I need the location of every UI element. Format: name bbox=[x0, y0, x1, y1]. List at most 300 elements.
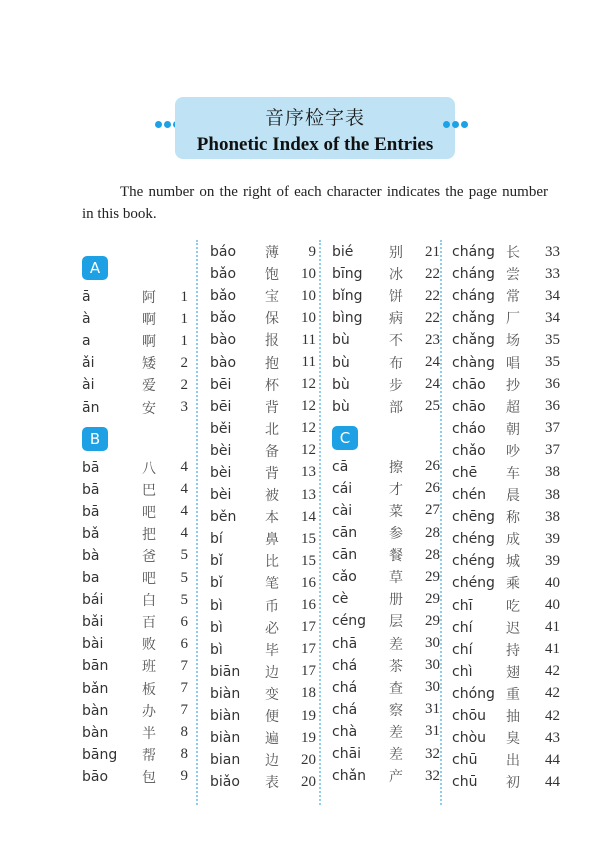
entry-character: 吧 bbox=[142, 571, 156, 588]
entry-page-number: 22 bbox=[425, 287, 440, 304]
entry-pinyin: chē bbox=[452, 464, 478, 481]
entry-page-number: 27 bbox=[425, 502, 440, 519]
entry-page-number: 24 bbox=[425, 376, 440, 393]
entry-pinyin: bǎo bbox=[210, 288, 237, 305]
entry-character: 饼 bbox=[389, 289, 403, 306]
entry-page-number: 19 bbox=[301, 707, 316, 724]
entry-character: 冰 bbox=[389, 267, 403, 284]
entry-character: 八 bbox=[142, 460, 156, 477]
entry-pinyin: bèi bbox=[210, 464, 232, 481]
index-entry bbox=[332, 610, 440, 632]
entry-page-number: 7 bbox=[180, 702, 188, 719]
entry-character: 饱 bbox=[265, 267, 279, 284]
index-entry bbox=[452, 661, 560, 683]
index-entry bbox=[332, 374, 440, 396]
entry-pinyin: chǎn bbox=[332, 768, 367, 785]
entry-pinyin: cháng bbox=[452, 266, 495, 283]
entry-pinyin: biàn bbox=[210, 730, 241, 747]
entry-character: 别 bbox=[389, 245, 403, 262]
entry-page-number: 42 bbox=[545, 685, 560, 702]
index-entry bbox=[452, 307, 560, 329]
entry-character: 杯 bbox=[265, 377, 279, 394]
entry-pinyin: à bbox=[82, 311, 91, 328]
index-entry bbox=[82, 479, 188, 501]
entry-page-number: 39 bbox=[545, 552, 560, 569]
entry-page-number: 41 bbox=[545, 641, 560, 658]
index-entry bbox=[332, 241, 440, 263]
index-entry bbox=[210, 285, 316, 307]
entry-pinyin: cān bbox=[332, 547, 358, 564]
column-divider bbox=[196, 240, 198, 805]
entry-pinyin: cháo bbox=[452, 420, 486, 437]
index-entry bbox=[452, 705, 560, 727]
index-entry bbox=[452, 572, 560, 594]
entry-character: 差 bbox=[389, 636, 403, 653]
entry-page-number: 4 bbox=[180, 459, 188, 476]
entry-character: 抱 bbox=[265, 355, 279, 372]
column-divider bbox=[319, 240, 321, 805]
entry-character: 迟 bbox=[506, 620, 520, 637]
index-entry bbox=[452, 440, 560, 462]
entry-page-number: 1 bbox=[180, 332, 188, 349]
entry-character: 包 bbox=[142, 769, 156, 786]
entry-pinyin: bāng bbox=[82, 746, 118, 763]
entry-pinyin: chǎng bbox=[452, 332, 495, 349]
entry-pinyin: cè bbox=[332, 591, 349, 608]
index-entry bbox=[82, 700, 188, 722]
entry-character: 啊 bbox=[142, 334, 156, 351]
entry-character: 本 bbox=[265, 510, 279, 527]
entry-character: 背 bbox=[265, 465, 279, 482]
column-divider bbox=[440, 240, 442, 805]
entry-pinyin: biàn bbox=[210, 685, 241, 702]
entry-character: 百 bbox=[142, 615, 156, 632]
entry-pinyin: chí bbox=[452, 619, 473, 636]
entry-character: 察 bbox=[389, 702, 403, 719]
index-entry bbox=[332, 566, 440, 588]
entry-page-number: 1 bbox=[180, 310, 188, 327]
index-entry bbox=[452, 351, 560, 373]
entry-character: 唱 bbox=[506, 355, 520, 372]
entry-page-number: 7 bbox=[180, 657, 188, 674]
entry-pinyin: bèi bbox=[210, 487, 232, 504]
index-entry bbox=[82, 589, 188, 611]
entry-pinyin: céng bbox=[332, 613, 367, 630]
entry-pinyin: chóng bbox=[452, 685, 495, 702]
entry-character: 鼻 bbox=[265, 532, 279, 549]
entry-page-number: 36 bbox=[545, 398, 560, 415]
entry-pinyin: bǐ bbox=[210, 553, 223, 570]
entry-page-number: 5 bbox=[180, 569, 188, 586]
entry-page-number: 34 bbox=[545, 309, 560, 326]
index-entry bbox=[452, 550, 560, 572]
index-entry bbox=[332, 329, 440, 351]
index-entry bbox=[82, 330, 188, 352]
entry-character: 败 bbox=[142, 637, 156, 654]
dot-icon bbox=[461, 121, 468, 128]
entry-page-number: 42 bbox=[545, 707, 560, 724]
entry-pinyin: bǎo bbox=[210, 266, 237, 283]
index-entry bbox=[332, 699, 440, 721]
entry-pinyin: chéng bbox=[452, 553, 495, 570]
entry-character: 持 bbox=[506, 642, 520, 659]
entry-page-number: 10 bbox=[301, 309, 316, 326]
index-entry bbox=[210, 418, 316, 440]
entry-pinyin: bǎn bbox=[82, 680, 109, 697]
entry-page-number: 35 bbox=[545, 331, 560, 348]
entry-page-number: 4 bbox=[180, 503, 188, 520]
entry-pinyin: cháng bbox=[452, 288, 495, 305]
entry-page-number: 22 bbox=[425, 265, 440, 282]
entry-page-number: 4 bbox=[180, 525, 188, 542]
entry-character: 朝 bbox=[506, 421, 520, 438]
entry-character: 毕 bbox=[265, 642, 279, 659]
entry-character: 餐 bbox=[389, 548, 403, 565]
entry-page-number: 37 bbox=[545, 442, 560, 459]
entry-pinyin: bàn bbox=[82, 702, 109, 719]
entry-pinyin: biǎo bbox=[210, 774, 240, 791]
entry-page-number: 39 bbox=[545, 530, 560, 547]
entry-page-number: 6 bbox=[180, 613, 188, 630]
entry-pinyin: bǎo bbox=[210, 310, 237, 327]
entry-pinyin: chāo bbox=[452, 398, 486, 415]
entry-pinyin: ā bbox=[82, 289, 91, 306]
index-entry bbox=[452, 329, 560, 351]
dot-icon bbox=[443, 121, 450, 128]
index-entry bbox=[332, 721, 440, 743]
entry-pinyin: chéng bbox=[452, 575, 495, 592]
entry-page-number: 26 bbox=[425, 458, 440, 475]
entry-page-number: 44 bbox=[545, 751, 560, 768]
entry-page-number: 14 bbox=[301, 508, 316, 525]
index-entry bbox=[452, 727, 560, 749]
index-entry bbox=[452, 749, 560, 771]
title-banner bbox=[175, 97, 455, 159]
entry-character: 差 bbox=[389, 747, 403, 764]
entry-page-number: 3 bbox=[180, 399, 188, 416]
section-letter-badge: C bbox=[332, 426, 358, 450]
entry-character: 场 bbox=[506, 333, 520, 350]
index-column-4 bbox=[452, 241, 560, 793]
entry-character: 北 bbox=[265, 421, 279, 438]
entry-pinyin: ǎi bbox=[82, 355, 95, 372]
entry-pinyin: bā bbox=[82, 481, 100, 498]
entry-page-number: 20 bbox=[301, 773, 316, 790]
index-entry bbox=[82, 523, 188, 545]
entry-pinyin: cǎo bbox=[332, 569, 357, 586]
index-entry bbox=[82, 352, 188, 374]
entry-pinyin: chū bbox=[452, 774, 478, 791]
entry-pinyin: cān bbox=[332, 525, 358, 542]
entry-pinyin: chā bbox=[332, 635, 358, 652]
entry-character: 翅 bbox=[506, 664, 520, 681]
entry-character: 边 bbox=[265, 664, 279, 681]
entry-character: 擦 bbox=[389, 459, 403, 476]
entry-character: 背 bbox=[265, 399, 279, 416]
entry-page-number: 15 bbox=[301, 552, 316, 569]
entry-page-number: 32 bbox=[425, 745, 440, 762]
entry-pinyin: bào bbox=[210, 332, 237, 349]
entry-pinyin: bù bbox=[332, 398, 350, 415]
entry-pinyin: bì bbox=[210, 619, 223, 636]
entry-page-number: 44 bbox=[545, 773, 560, 790]
entry-character: 称 bbox=[506, 510, 520, 527]
entry-page-number: 36 bbox=[545, 376, 560, 393]
index-entry bbox=[82, 457, 188, 479]
entry-character: 半 bbox=[142, 725, 156, 742]
entry-pinyin: chū bbox=[452, 752, 478, 769]
entry-page-number: 30 bbox=[425, 679, 440, 696]
entry-character: 超 bbox=[506, 399, 520, 416]
entry-pinyin: chà bbox=[332, 723, 358, 740]
index-entry bbox=[210, 683, 316, 705]
entry-pinyin: ba bbox=[82, 570, 100, 587]
entry-character: 阿 bbox=[142, 290, 156, 307]
entry-page-number: 8 bbox=[180, 724, 188, 741]
index-entry bbox=[452, 285, 560, 307]
entry-pinyin: cháng bbox=[452, 244, 495, 261]
index-entry bbox=[210, 440, 316, 462]
entry-pinyin: bù bbox=[332, 376, 350, 393]
index-entry bbox=[82, 766, 188, 788]
entry-character: 备 bbox=[265, 443, 279, 460]
entry-character: 帮 bbox=[142, 747, 156, 764]
index-entry bbox=[82, 374, 188, 396]
index-entry bbox=[332, 263, 440, 285]
entry-pinyin: bù bbox=[332, 332, 350, 349]
index-entry bbox=[332, 588, 440, 610]
entry-page-number: 13 bbox=[301, 486, 316, 503]
entry-character: 才 bbox=[389, 481, 403, 498]
entry-pinyin: chēng bbox=[452, 509, 495, 526]
index-entry bbox=[332, 396, 440, 418]
entry-pinyin: ài bbox=[82, 377, 95, 394]
entry-page-number: 42 bbox=[545, 663, 560, 680]
index-entry bbox=[210, 263, 316, 285]
entry-page-number: 31 bbox=[425, 701, 440, 718]
index-entry bbox=[210, 528, 316, 550]
entry-character: 比 bbox=[265, 554, 279, 571]
entry-pinyin: bā bbox=[82, 503, 100, 520]
entry-page-number: 37 bbox=[545, 420, 560, 437]
entry-character: 臭 bbox=[506, 731, 520, 748]
entry-page-number: 12 bbox=[301, 442, 316, 459]
entry-pinyin: běn bbox=[210, 509, 237, 526]
entry-character: 必 bbox=[265, 620, 279, 637]
entry-pinyin: bīng bbox=[332, 266, 363, 283]
intro-paragraph: The number on the right of each character indicates the page number in this book. bbox=[82, 184, 548, 222]
index-entry bbox=[82, 545, 188, 567]
entry-page-number: 21 bbox=[425, 243, 440, 260]
entry-pinyin: bì bbox=[210, 597, 223, 614]
entry-page-number: 29 bbox=[425, 568, 440, 585]
entry-pinyin: cā bbox=[332, 458, 349, 475]
entry-pinyin: chì bbox=[452, 663, 473, 680]
entry-character: 乘 bbox=[506, 576, 520, 593]
entry-character: 厂 bbox=[506, 311, 520, 328]
index-entry bbox=[210, 351, 316, 373]
entry-character: 菜 bbox=[389, 503, 403, 520]
entry-page-number: 9 bbox=[180, 768, 188, 785]
entry-page-number: 17 bbox=[301, 663, 316, 680]
entry-page-number: 33 bbox=[545, 265, 560, 282]
entry-page-number: 7 bbox=[180, 680, 188, 697]
entry-page-number: 10 bbox=[301, 287, 316, 304]
index-entry bbox=[210, 749, 316, 771]
entry-character: 病 bbox=[389, 311, 403, 328]
entry-page-number: 17 bbox=[301, 641, 316, 658]
entry-character: 初 bbox=[506, 775, 520, 792]
entry-pinyin: bā bbox=[82, 459, 100, 476]
entry-pinyin: bān bbox=[82, 658, 109, 675]
entry-pinyin: bà bbox=[82, 547, 100, 564]
entry-character: 白 bbox=[142, 593, 156, 610]
index-entry bbox=[210, 661, 316, 683]
entry-pinyin: chòu bbox=[452, 730, 487, 747]
entry-character: 吧 bbox=[142, 504, 156, 521]
entry-page-number: 30 bbox=[425, 635, 440, 652]
entry-pinyin: cái bbox=[332, 480, 353, 497]
dot-icon bbox=[164, 121, 171, 128]
entry-page-number: 30 bbox=[425, 657, 440, 674]
entry-page-number: 28 bbox=[425, 546, 440, 563]
entry-pinyin: chá bbox=[332, 701, 358, 718]
entry-page-number: 12 bbox=[301, 420, 316, 437]
entry-character: 吃 bbox=[506, 598, 520, 615]
entry-character: 出 bbox=[506, 753, 520, 770]
dot-icon bbox=[452, 121, 459, 128]
entry-character: 步 bbox=[389, 377, 403, 394]
entry-character: 啊 bbox=[142, 312, 156, 329]
index-entry bbox=[332, 765, 440, 787]
index-entry bbox=[210, 572, 316, 594]
entry-character: 茶 bbox=[389, 658, 403, 675]
entry-character: 矮 bbox=[142, 356, 156, 373]
entry-pinyin: chàng bbox=[452, 354, 495, 371]
index-entry bbox=[82, 744, 188, 766]
entry-character: 把 bbox=[142, 526, 156, 543]
index-entry bbox=[210, 727, 316, 749]
section-letter-badge: A bbox=[82, 256, 108, 280]
entry-character: 爸 bbox=[142, 548, 156, 565]
index-column-1 bbox=[82, 256, 188, 788]
entry-page-number: 24 bbox=[425, 354, 440, 371]
index-entry bbox=[332, 307, 440, 329]
entry-page-number: 15 bbox=[301, 530, 316, 547]
index-entry bbox=[332, 478, 440, 500]
entry-character: 城 bbox=[506, 554, 520, 571]
entry-character: 成 bbox=[506, 532, 520, 549]
entry-page-number: 23 bbox=[425, 331, 440, 348]
index-entry bbox=[210, 771, 316, 793]
entry-page-number: 4 bbox=[180, 481, 188, 498]
entry-page-number: 40 bbox=[545, 597, 560, 614]
index-entry bbox=[82, 655, 188, 677]
entry-pinyin: chá bbox=[332, 657, 358, 674]
entry-page-number: 16 bbox=[301, 597, 316, 614]
entry-character: 遍 bbox=[265, 731, 279, 748]
entry-pinyin: běi bbox=[210, 420, 232, 437]
entry-character: 爱 bbox=[142, 378, 156, 395]
index-entry bbox=[332, 351, 440, 373]
entry-page-number: 8 bbox=[180, 746, 188, 763]
entry-page-number: 12 bbox=[301, 376, 316, 393]
entry-character: 查 bbox=[389, 680, 403, 697]
index-entry bbox=[452, 418, 560, 440]
index-entry bbox=[452, 639, 560, 661]
index-entry bbox=[452, 528, 560, 550]
entry-page-number: 6 bbox=[180, 635, 188, 652]
entry-page-number: 2 bbox=[180, 376, 188, 393]
entry-page-number: 9 bbox=[308, 243, 316, 260]
entry-page-number: 2 bbox=[180, 354, 188, 371]
entry-character: 巴 bbox=[142, 482, 156, 499]
entry-pinyin: chāo bbox=[452, 376, 486, 393]
entry-page-number: 32 bbox=[425, 767, 440, 784]
entry-character: 宝 bbox=[265, 289, 279, 306]
entry-pinyin: bèi bbox=[210, 442, 232, 459]
entry-page-number: 11 bbox=[301, 331, 316, 348]
index-entry bbox=[452, 396, 560, 418]
entry-pinyin: bié bbox=[332, 244, 354, 261]
entry-page-number: 25 bbox=[425, 398, 440, 415]
entry-character: 变 bbox=[265, 686, 279, 703]
entry-pinyin: cài bbox=[332, 502, 353, 519]
index-entry bbox=[332, 677, 440, 699]
entry-character: 币 bbox=[265, 598, 279, 615]
entry-page-number: 11 bbox=[301, 354, 316, 371]
entry-pinyin: chōu bbox=[452, 708, 487, 725]
entry-pinyin: chǎo bbox=[452, 442, 486, 459]
index-entry bbox=[332, 743, 440, 765]
index-entry bbox=[82, 286, 188, 308]
entry-character: 尝 bbox=[506, 267, 520, 284]
index-entry bbox=[452, 506, 560, 528]
entry-pinyin: bí bbox=[210, 531, 223, 548]
entry-pinyin: bǎi bbox=[82, 614, 104, 631]
index-entry bbox=[332, 285, 440, 307]
entry-pinyin: bēi bbox=[210, 398, 232, 415]
entry-pinyin: bian bbox=[210, 752, 241, 769]
entry-character: 便 bbox=[265, 709, 279, 726]
entry-page-number: 19 bbox=[301, 729, 316, 746]
entry-character: 办 bbox=[142, 703, 156, 720]
decorative-dots-right bbox=[443, 121, 468, 128]
entry-pinyin: bù bbox=[332, 354, 350, 371]
entry-character: 报 bbox=[265, 333, 279, 350]
entry-page-number: 5 bbox=[180, 547, 188, 564]
entry-page-number: 10 bbox=[301, 265, 316, 282]
entry-character: 不 bbox=[389, 333, 403, 350]
entry-pinyin: bái bbox=[82, 592, 104, 609]
entry-pinyin: bì bbox=[210, 641, 223, 658]
index-entry bbox=[210, 329, 316, 351]
entry-page-number: 38 bbox=[545, 486, 560, 503]
entry-pinyin: chǎng bbox=[452, 310, 495, 327]
index-entry bbox=[452, 683, 560, 705]
entry-pinyin: bǐng bbox=[332, 288, 363, 305]
entry-character: 产 bbox=[389, 769, 403, 786]
index-entry bbox=[452, 263, 560, 285]
index-entry bbox=[210, 396, 316, 418]
index-entry bbox=[210, 484, 316, 506]
index-entry bbox=[210, 705, 316, 727]
entry-page-number: 38 bbox=[545, 508, 560, 525]
index-entry bbox=[332, 655, 440, 677]
entry-page-number: 17 bbox=[301, 619, 316, 636]
index-entry bbox=[452, 241, 560, 263]
entry-pinyin: bēi bbox=[210, 376, 232, 393]
